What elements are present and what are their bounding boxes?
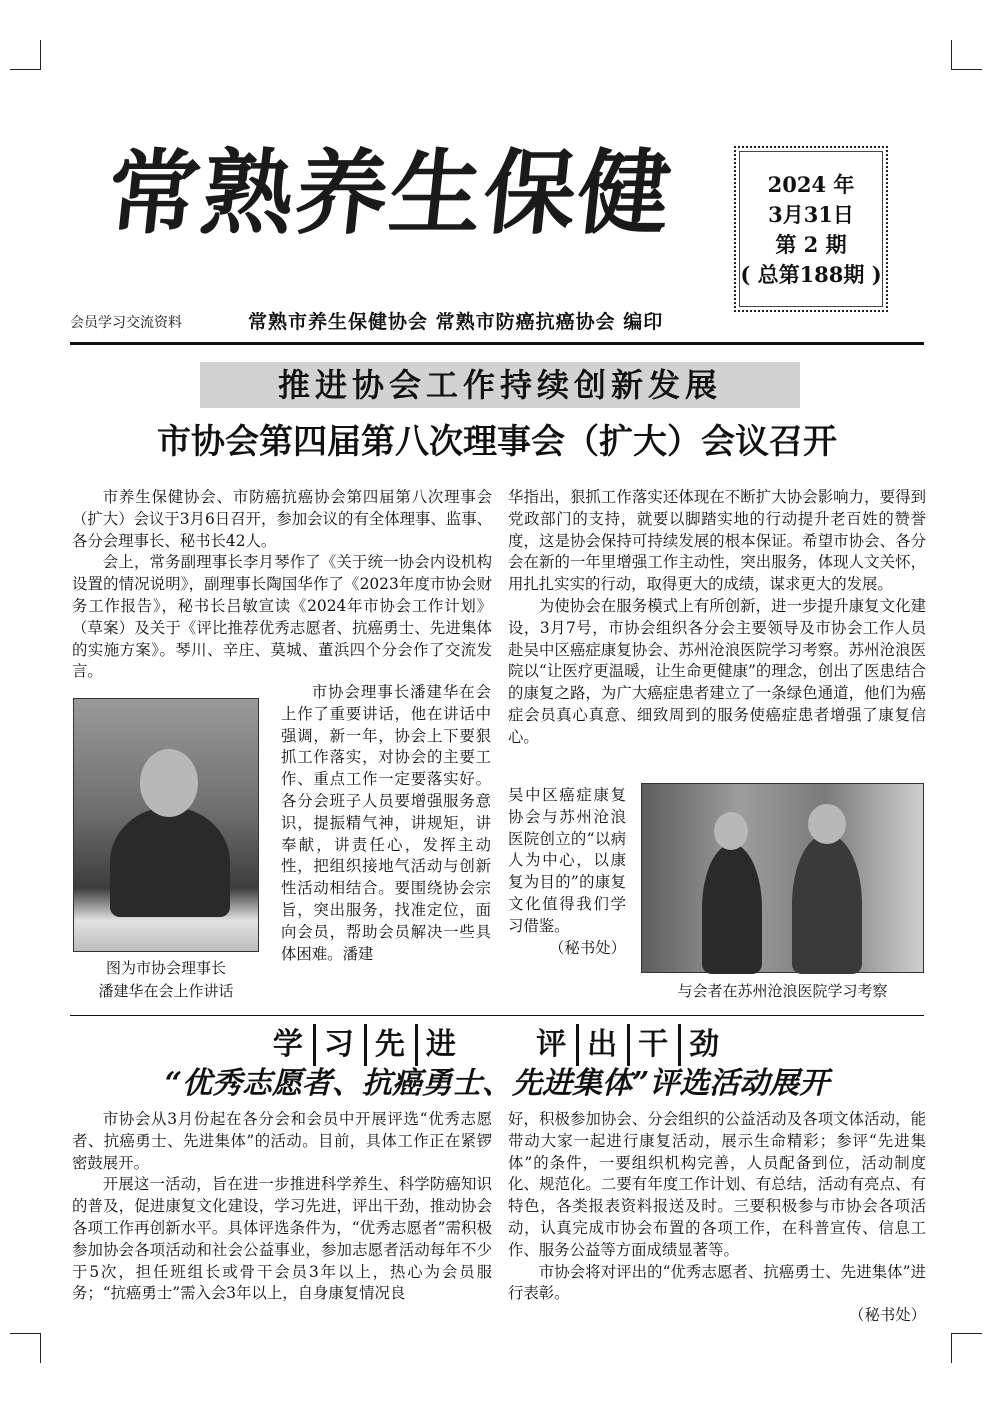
crop-mark — [40, 1333, 41, 1363]
article1-headline: 市协会第四届第八次理事会（扩大）会议召开 — [157, 422, 837, 462]
paragraph: 好，积极参加协会、分会组织的公益活动及各项文体活动，能带动大家一起进行康复活动，展示生命精彩；参评“先进集体”的条件，一要组织机构完善，人员配备到位，活动制度化、规范化。二要有年度工作计划、有总结，活动有亮点、有特色，各类报表资料报送及时。三要积极参与市协会各项活动，认真完成市协会布置的各项工作，在科普宣传、信息工作、服务公益等方面成绩显著等。 — [508, 1110, 926, 1259]
paragraph: 华指出，狠抓工作落实还体现在不断扩大协会影响力，要得到党政部门的支持，就要以脚踏实地的行动提升老百姓的赞誉度，这是协会保持可持续发展的根本保证。希望市协会、各分会在新的一年里增强工作主动性，突出服务，体现人文关怀，用扎扎实实的行动，取得更大的成绩，谋求更大的发展。 — [508, 488, 926, 594]
photo-figure-head — [140, 749, 198, 817]
banner-char: 先 — [367, 1024, 418, 1066]
photo-chairman-speaking — [73, 698, 259, 952]
photo-figure — [792, 834, 862, 974]
paragraph: 市协会理事长潘建华在会上作了重要讲话，他在讲话中强调，新一年，协会上下要狠抓工作落实，对协会的主要工作、重点工作一定要落实好。各分会班子人员要增强服务意识，提振精气神，讲规矩，讲奉献，讲责任心，发挥主动性，把组织接地气活动与创新性活动相结合。要围绕协会宗旨，突出服务，找准定位，面向会员，帮助会员解决一些具体困难。潘建 — [281, 683, 491, 963]
banner-char: 评 — [528, 1024, 579, 1066]
paragraph: 吴中区癌症康复协会与苏州沧浪医院创立的“以病人为中心，以康复为目的”的康复文化值得我们学习借鉴。 — [508, 786, 626, 935]
issue-date: 3月31日 — [768, 202, 854, 227]
photo-figure-head — [714, 812, 748, 850]
banner-char: 学 — [265, 1024, 316, 1066]
photo-figure-head — [808, 804, 846, 844]
issue-total: ( 总第188期 ) — [740, 262, 882, 287]
signature: （秘书处） — [549, 938, 626, 957]
photo-hospital-visit — [641, 783, 924, 973]
crop-mark — [952, 1333, 982, 1334]
banner-segment-b — [528, 1024, 729, 1066]
photo1-caption — [73, 957, 259, 1003]
photo-figure — [702, 844, 762, 974]
header-rule — [70, 342, 924, 345]
section-divider — [70, 1015, 924, 1016]
article1-column1b — [281, 682, 491, 1010]
banner-char: 习 — [316, 1024, 367, 1066]
paragraph: 开展这一活动，旨在进一步推进科学养生、科学防癌知识的普及，促进康复文化建设，学习先进，评出干劲，推动协会各项工作再创新水平。具体评选条件为，“优秀志愿者”需积极参加协会各项活动和社会公益事业，参加志愿者活动每年不少于5次，担任班组长或骨干会员3年以上，热心为会员服务；“抗癌勇士”需入会3年以上，自身康复情况良 — [72, 1175, 492, 1303]
issue-box — [734, 146, 888, 312]
article2-column1 — [72, 1109, 492, 1309]
photo2-caption: 与会者在苏州沧浪医院学习考察 — [677, 982, 888, 1000]
paragraph: 会上，常务副理事长李月琴作了《关于统一协会内设机构设置的情况说明》，副理事长陶国华作了《2023年度市协会财务工作报告》，秘书长吕敏宣读《2024年市协会工作计划》（草案）及关于《评比推荐优秀志愿者、抗癌勇士、先进集体的实施方案》。琴川、辛庄、莫城、董浜四个分会作了交流发言。 — [72, 553, 492, 681]
paragraph: 为使协会在服务模式上有所创新，进一步提升康复文化建设，3月7号，市协会组织各分会主要领导及市协会工作人员赴吴中区癌症康复协会、苏州沧浪医院学习考察。苏州沧浪医院以“让医疗更温暖，让生命更健康”的理念，创出了医患结合的康复之路，为广大癌症患者建立了一条绿色通道，他们为癌症会员真心真意、细致周到的服务使癌症患者增强了康复信心。 — [508, 596, 926, 746]
issue-year: 2024 年 — [767, 172, 855, 197]
crop-mark — [40, 40, 41, 70]
banner-char: 干 — [630, 1024, 681, 1066]
crop-mark — [951, 40, 952, 70]
caption-line: 潘建华在会上作讲话 — [98, 982, 234, 1000]
crop-mark — [10, 69, 40, 70]
issue-number: 第 2 期 — [775, 232, 847, 257]
article1-column2b — [508, 785, 626, 985]
masthead-title: 常熟养生保健 — [102, 139, 678, 247]
article1-column1 — [72, 487, 492, 683]
article2-banner — [70, 1024, 924, 1066]
paragraph: 市协会从3月份起在各分会和会员中开展评选“优秀志愿者、抗癌勇士、先进集体”的活动。目前，具体工作正在紧锣密鼓展开。 — [72, 1110, 492, 1172]
banner-char: 进 — [425, 1027, 458, 1062]
header-note: 会员学习交流资料 — [70, 315, 182, 331]
article1-banner: 推进协会工作持续创新发展 — [200, 362, 800, 408]
banner-segment-a — [265, 1024, 466, 1066]
signature: （秘书处） — [849, 1306, 926, 1325]
article2-column2 — [508, 1109, 926, 1325]
article2-headline: “优秀志愿者、抗癌勇士、先进集体”评选活动展开 — [164, 1066, 830, 1101]
paragraph: 市养生保健协会、市防癌抗癌协会第四届第八次理事会（扩大）会议于3月6日召开，参加会议的有全体理事、监事、各分会理事长、秘书长42人。 — [72, 488, 492, 550]
article1-column2 — [508, 487, 926, 785]
banner-char: 出 — [579, 1024, 630, 1066]
crop-mark — [951, 1333, 952, 1363]
caption-line: 图为市协会理事长 — [105, 959, 226, 977]
crop-mark — [10, 1333, 40, 1334]
crop-mark — [952, 69, 982, 70]
photo-figure — [110, 807, 230, 917]
banner-char: 劲 — [689, 1027, 722, 1062]
header-publisher: 常熟市养生保健协会 常熟市防癌抗癌协会 编印 — [248, 311, 664, 333]
paragraph: 市协会将对评出的“优秀志愿者、抗癌勇士、先进集体”进行表彰。 — [508, 1262, 926, 1303]
